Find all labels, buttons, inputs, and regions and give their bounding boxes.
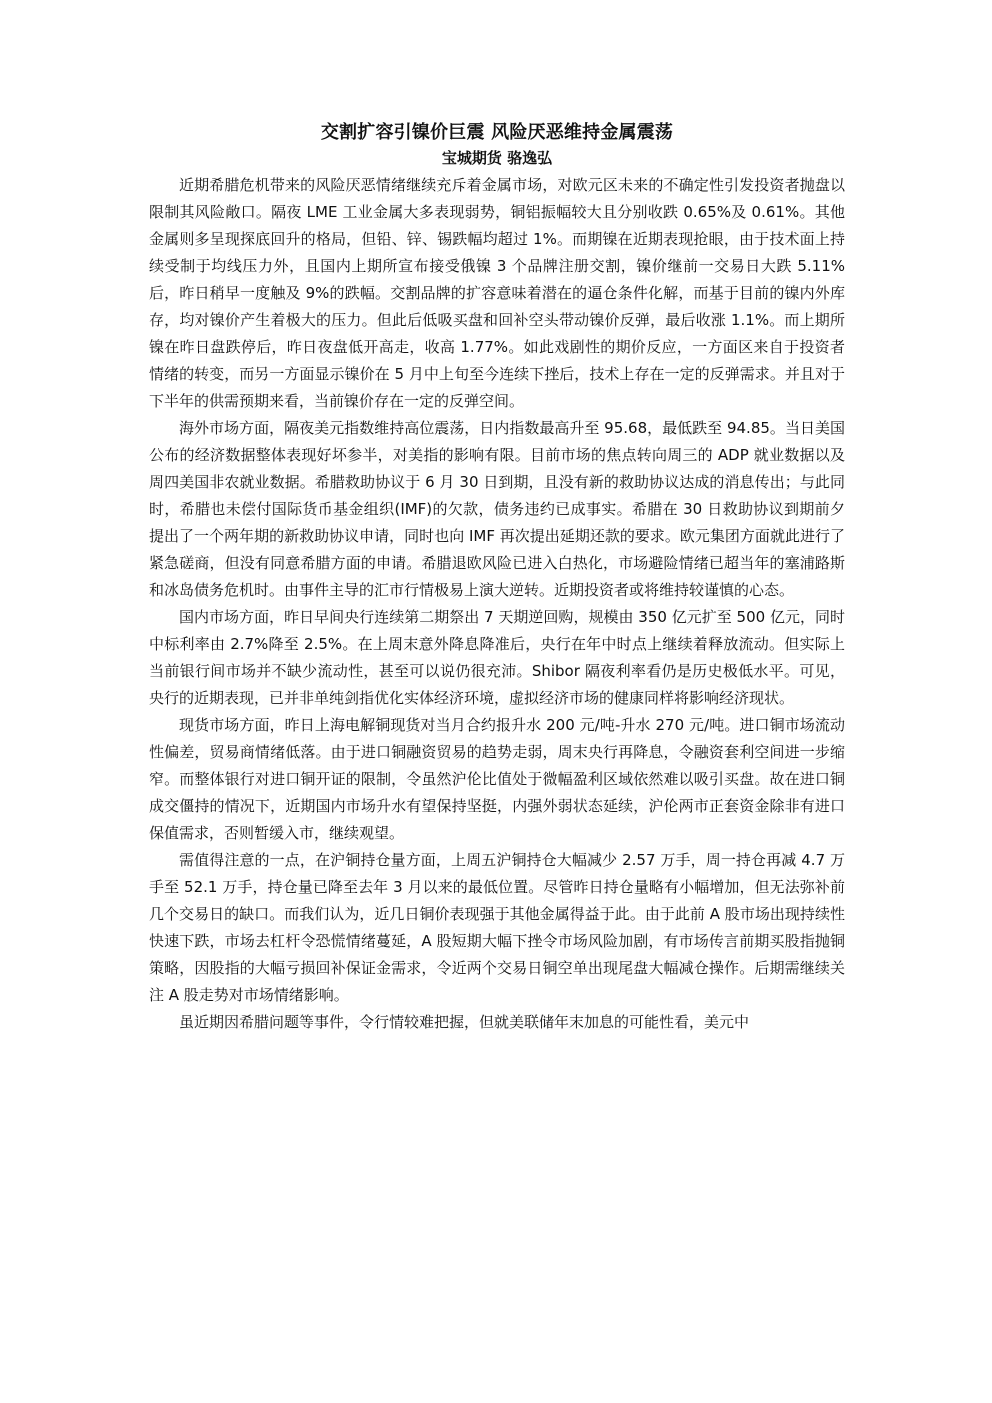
paragraph-3: 国内市场方面，昨日早间央行连续第二期祭出 7 天期逆回购，规模由 350 亿元扩至 500 亿元，同时中标利率由 2.7%降至 2.5%。在上周末意外降息降准后，央行在年中时点上继续着释放流动。但实际上当前银行间市场并不缺少流动性，甚至可以说仍很充沛。Shibor 隔夜利率看仍是历史极低水平。可见，央行的近期表现，已并非单纯剑指优化实体经济环境，虚拟经济市场的健康同样将影响经济现状。 xyxy=(149,608,845,707)
paragraph-6: 虽近期因希腊问题等事件，令行情较难把握，但就美联储年末加息的可能性看，美元中 xyxy=(179,1013,750,1031)
paragraph-4: 现货市场方面，昨日上海电解铜现货对当月合约报升水 200 元/吨-升水 270 元/吨。进口铜市场流动性偏差，贸易商情绪低落。由于进口铜融资贸易的趋势走弱，周末央行再降息，令融资套利空间进一步缩窄。而整体银行对进口铜开证的限制，令虽然沪伦比值处于微幅盈利区域依然难以吸引买盘。故在进口铜成交僵持的情况下，近期国内市场升水有望保持坚挺，内强外弱状态延续，沪伦两市正套资金除非有进口保值需求，否则暂缓入市，继续观望。 xyxy=(149,716,845,842)
document-page xyxy=(149,120,845,1036)
paragraph-1: 近期希腊危机带来的风险厌恶情绪继续充斥着金属市场，对欧元区未来的不确定性引发投资者抛盘以限制其风险敞口。隔夜 LME 工业金属大多表现弱势，铜铝振幅较大且分别收跌 0.65%及 0.61%。其他金属则多呈现探底回升的格局，但铅、锌、锡跌幅均超过 1%。而期镍在近期表现抢眼，由于技术面上持续受制于均线压力外，且国内上期所宣布接受俄镍 3 个品牌注册交割，镍价继前一交易日大跌 5.11%后，昨日稍早一度触及 9%的跌幅。交割品牌的扩容意味着潜在的逼仓条件化解，而基于目前的镍内外库存，均对镍价产生着极大的压力。但此后低吸买盘和回补空头带动镍价反弹，最后收涨 1.1%。而上期所镍在昨日盘跌停后，昨日夜盘低开高走，收高 1.77%。如此戏剧性的期价反应，一方面区来自于投资者情绪的转变，而另一方面显示镍价在 5 月中上旬至今连续下挫后，技术上存在一定的反弹需求。并且对于下半年的供需预期来看，当前镍价存在一定的反弹空间。 xyxy=(149,176,845,410)
paragraph-2: 海外市场方面，隔夜美元指数维持高位震荡，日内指数最高升至 95.68，最低跌至 94.85。当日美国公布的经济数据整体表现好坏参半，对美指的影响有限。目前市场的焦点转向周三的 ADP 就业数据以及周四美国非农就业数据。希腊救助协议于 6 月 30 日到期，且没有新的救助协议达成的消息传出；与此同时，希腊也未偿付国际货币基金组织(IMF)的欠款，债务违约已成事实。希腊在 30 日救助协议到期前夕提出了一个两年期的新救助协议申请，同时也向 IMF 再次提出延期还款的要求。欧元集团方面就此进行了紧急磋商，但没有同意希腊方面的申请。希腊退欧风险已进入白热化，市场避险情绪已超当年的塞浦路斯和冰岛债务危机时。由事件主导的汇市行情极易上演大逆转。近期投资者或将维持较谨慎的心态。 xyxy=(149,419,845,599)
article-author: 宝城期货 骆逸弘 xyxy=(441,149,553,167)
article-title: 交割扩容引镍价巨震 风险厌恶维持金属震荡 xyxy=(320,122,674,143)
article-body xyxy=(149,172,845,1036)
paragraph-5: 需值得注意的一点，在沪铜持仓量方面，上周五沪铜持仓大幅减少 2.57 万手，周一持仓再减 4.7 万手至 52.1 万手，持仓量已降至去年 3 月以来的最低位置。尽管昨日持仓量略有小幅增加，但无法弥补前几个交易日的缺口。而我们认为，近几日铜价表现强于其他金属得益于此。由于此前 A 股市场出现持续性快速下跌，市场去杠杆令恐慌情绪蔓延，A 股短期大幅下挫令市场风险加剧，有市场传言前期买股指抛铜策略，因股指的大幅亏损回补保证金需求，令近两个交易日铜空单出现尾盘大幅减仓操作。后期需继续关注 A 股走势对市场情绪影响。 xyxy=(149,851,845,1004)
